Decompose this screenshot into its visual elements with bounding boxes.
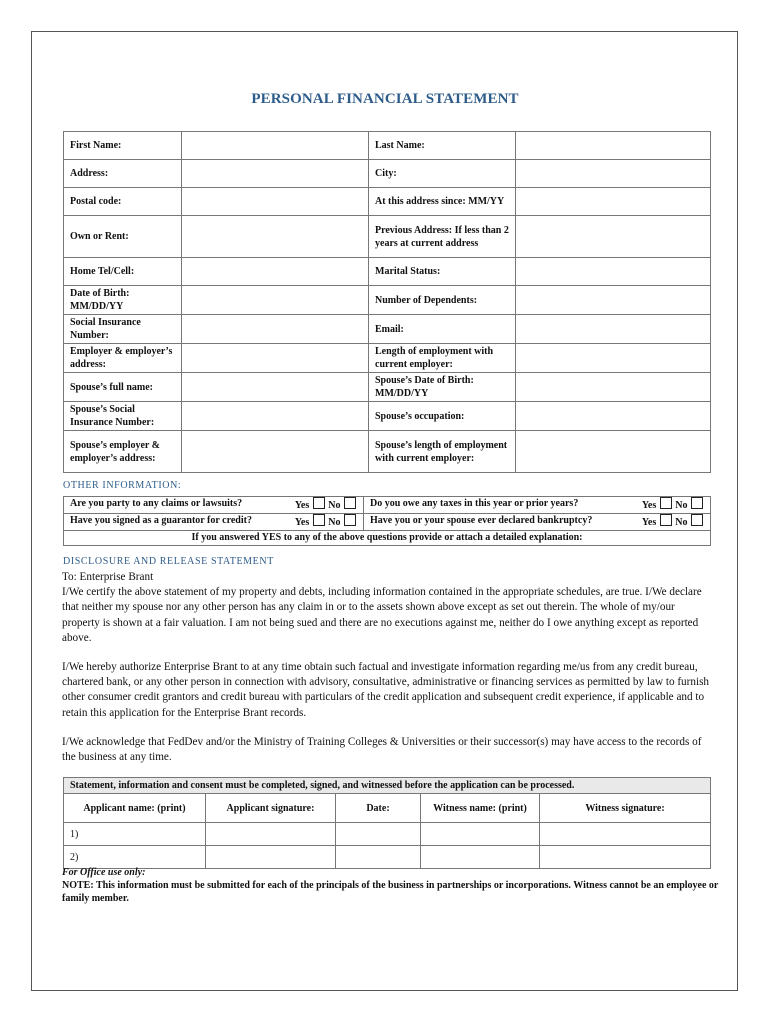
- question-claims: Are you party to any claims or lawsuits?: [70, 498, 243, 509]
- col-date: Date:: [336, 794, 421, 823]
- address-since-input[interactable]: [516, 188, 711, 216]
- yes-label: Yes: [641, 500, 657, 511]
- label-employer: Employer & employer’s address:: [64, 344, 182, 373]
- employer-input[interactable]: [182, 344, 369, 373]
- no-label: No: [675, 500, 688, 511]
- label-spouse-sin: Spouse’s Social Insurance Number:: [64, 402, 182, 431]
- label-city: City:: [369, 160, 516, 188]
- question-guarantor: Have you signed as a guarantor for credit?: [70, 515, 252, 526]
- bankruptcy-yes-checkbox[interactable]: [660, 514, 672, 526]
- no-label: No: [328, 517, 341, 528]
- label-address-since: At this address since: MM/YY: [369, 188, 516, 216]
- row-number: 1): [64, 823, 206, 846]
- label-dob: Date of Birth: MM/DD/YY: [64, 286, 182, 315]
- footer-note: NOTE: This information must be submitted for each of the principals of the business in partnerships or incorporations. Witness cannot be an employee or family member.: [62, 880, 719, 904]
- office-use-label: For Office use only:: [62, 867, 146, 878]
- address-input[interactable]: [182, 160, 369, 188]
- other-info-table: [63, 496, 711, 546]
- home-tel-input[interactable]: [182, 258, 369, 286]
- label-marital-status: Marital Status:: [369, 258, 516, 286]
- disclosure-paragraph-3: I/We acknowledge that FedDev and/or the Ministry of Training Colleges & Universities or their successor(s) may have access to the records of the business at any time.: [62, 736, 702, 764]
- label-sin: Social Insurance Number:: [64, 315, 182, 344]
- no-label: No: [328, 500, 341, 511]
- label-dependents: Number of Dependents:: [369, 286, 516, 315]
- disclosure-to: To: Enterprise Brant: [62, 571, 154, 583]
- dob-input[interactable]: [182, 286, 369, 315]
- spouse-employer-input[interactable]: [182, 431, 369, 473]
- label-address: Address:: [64, 160, 182, 188]
- other-info-heading: OTHER INFORMATION:: [63, 480, 182, 491]
- witness-signature-1[interactable]: [540, 823, 711, 846]
- label-spouse-name: Spouse’s full name:: [64, 373, 182, 402]
- disclosure-paragraph-2: I/We hereby authorize Enterprise Brant to at any time obtain such factual and investigate information regarding me/us from any credit bureau, chartered bank, or any other person in connection with advisory, consultative, administrative or financing services as permitted by law to furnish other consumer credit grantors and credit bureau with particulars of the credit application and subsequent credit experience, if applicable and to retain this application for the Enterprise Brant records.: [62, 661, 710, 719]
- label-own-or-rent: Own or Rent:: [64, 216, 182, 258]
- email-input[interactable]: [516, 315, 711, 344]
- sin-input[interactable]: [182, 315, 369, 344]
- col-witness-name: Witness name: (print): [421, 794, 540, 823]
- signature-table: [63, 777, 711, 869]
- spouse-occupation-input[interactable]: [516, 402, 711, 431]
- label-previous-address: Previous Address: If less than 2 years at current address: [369, 216, 516, 258]
- question-bankruptcy-row: [364, 514, 711, 531]
- taxes-yes-checkbox[interactable]: [660, 497, 672, 509]
- label-spouse-occupation: Spouse’s occupation:: [369, 402, 516, 431]
- question-claims-row: [64, 497, 364, 514]
- col-applicant-signature: Applicant signature:: [206, 794, 336, 823]
- first-name-input[interactable]: [182, 132, 369, 160]
- claims-no-checkbox[interactable]: [344, 497, 356, 509]
- witness-name-1[interactable]: [421, 823, 540, 846]
- bankruptcy-no-checkbox[interactable]: [691, 514, 703, 526]
- col-applicant-name: Applicant name: (print): [64, 794, 206, 823]
- question-taxes-row: [364, 497, 711, 514]
- spouse-sin-input[interactable]: [182, 402, 369, 431]
- col-witness-signature: Witness signature:: [540, 794, 711, 823]
- label-first-name: First Name:: [64, 132, 182, 160]
- last-name-input[interactable]: [516, 132, 711, 160]
- guarantor-no-checkbox[interactable]: [344, 514, 356, 526]
- previous-address-input[interactable]: [516, 216, 711, 258]
- spouse-employment-length-input[interactable]: [516, 431, 711, 473]
- no-label: No: [675, 517, 688, 528]
- question-taxes: Do you owe any taxes in this year or prior years?: [370, 498, 579, 509]
- employment-length-input[interactable]: [516, 344, 711, 373]
- label-spouse-dob: Spouse’s Date of Birth: MM/DD/YY: [369, 373, 516, 402]
- marital-status-input[interactable]: [516, 258, 711, 286]
- signature-header: Statement, information and consent must be completed, signed, and witnessed before the application can be processed.: [64, 778, 711, 794]
- row-number: 2): [64, 846, 206, 869]
- label-email: Email:: [369, 315, 516, 344]
- disclosure-heading: DISCLOSURE AND RELEASE STATEMENT: [63, 556, 274, 567]
- spouse-name-input[interactable]: [182, 373, 369, 402]
- applicant-info-table: [63, 131, 711, 473]
- question-bankruptcy: Have you or your spouse ever declared bankruptcy?: [370, 515, 593, 526]
- taxes-no-checkbox[interactable]: [691, 497, 703, 509]
- claims-yes-checkbox[interactable]: [313, 497, 325, 509]
- yes-label: Yes: [294, 517, 310, 528]
- spouse-dob-input[interactable]: [516, 373, 711, 402]
- city-input[interactable]: [516, 160, 711, 188]
- footer: [62, 866, 722, 905]
- guarantor-yes-checkbox[interactable]: [313, 514, 325, 526]
- label-spouse-employment-length: Spouse’s length of employment with current employer:: [369, 431, 516, 473]
- label-last-name: Last Name:: [369, 132, 516, 160]
- own-or-rent-input[interactable]: [182, 216, 369, 258]
- disclosure-body: [62, 570, 712, 646]
- date-1[interactable]: [336, 823, 421, 846]
- label-home-tel: Home Tel/Cell:: [64, 258, 182, 286]
- postal-code-input[interactable]: [182, 188, 369, 216]
- label-employment-length: Length of employment with current employer:: [369, 344, 516, 373]
- page-title: PERSONAL FINANCIAL STATEMENT: [251, 91, 519, 107]
- yes-label: Yes: [641, 517, 657, 528]
- label-postal-code: Postal code:: [64, 188, 182, 216]
- disclosure-paragraph-1: I/We certify the above statement of my property and debts, including information contained in the appropriate schedules, are true. I/We declare that neither my spouse nor any other person has any claim in or to the assets shown above except as set out therein. The whole of my/our property is shown at a fair valuation. I am not being sued and there are no executions against me, neither do I owe anything except as reported above.: [62, 586, 702, 644]
- explanation-note: If you answered YES to any of the above questions provide or attach a detailed explanation:: [64, 531, 711, 546]
- applicant-signature-1[interactable]: [206, 823, 336, 846]
- label-spouse-employer: Spouse’s employer & employer’s address:: [64, 431, 182, 473]
- yes-label: Yes: [294, 500, 310, 511]
- dependents-input[interactable]: [516, 286, 711, 315]
- question-guarantor-row: [64, 514, 364, 531]
